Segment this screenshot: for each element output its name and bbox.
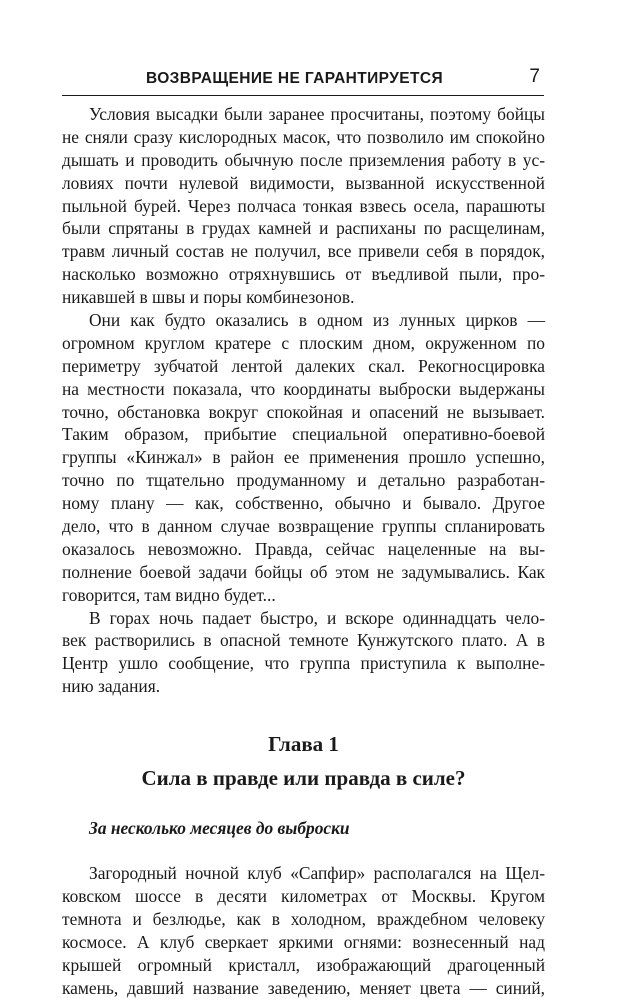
text-line: В горах ночь падает быстро, и вскоре одиннадцать чело-	[89, 607, 545, 628]
header-rule	[62, 95, 544, 96]
text-line: огромном круглом кратере с плоским дном, окруженном по	[62, 332, 545, 353]
text-line: Загородный ночной клуб «Сапфир» располагался на Щел-	[89, 863, 545, 884]
spacer	[62, 795, 545, 817]
page-number: 7	[529, 66, 540, 87]
chapter-number: Глава 1	[268, 732, 339, 757]
text-line: Условия высадки были заранее просчитаны, поэтому бойцы	[89, 104, 545, 124]
text-line: на местности показала, что координаты выброски выдержаны	[62, 378, 545, 399]
text-line: ловиях почти нулевой видимости, вызванной искусственной	[62, 172, 545, 193]
text-line: дело, что в данном случае возвращение группы спланировать	[62, 516, 545, 537]
text-line: периметру зубчатой лентой далеких скал. Рекогносцировка	[62, 355, 545, 376]
text-line: никавшей в швы и поры комбинезонов.	[62, 287, 355, 308]
body-text	[62, 103, 545, 1000]
text-line: травм личный состав не получил, все привели себя в порядок,	[62, 241, 545, 262]
text-line: точно, обстановка вокруг спокойная и опасений не вызывает.	[62, 401, 545, 422]
paragraph-1	[62, 103, 545, 309]
text-line: насколько возможно отряхнувшись от въедливой пыли, про-	[62, 264, 545, 285]
text-line: космосе. А клуб сверкает яркими огнями: вознесенный над	[62, 931, 545, 952]
text-line: ковском шоссе в десяти километрах от Москвы. Кругом	[62, 886, 545, 907]
spacer	[62, 698, 545, 727]
text-line: нию задания.	[62, 676, 161, 697]
text-line: ному плану — как, собственно, обычно и бывало. Другое	[62, 493, 545, 514]
text-line: камень, давший название заведению, меняет цвета — синий,	[62, 977, 545, 998]
chapter-paragraph	[62, 862, 545, 999]
text-line: Они как будто оказались в одном из лунных цирков —	[89, 310, 545, 331]
text-line: дышать и проводить обычную после приземления работу в ус-	[62, 149, 545, 170]
running-head-title: ВОЗВРАЩЕНИЕ НЕ ГАРАНТИРУЕТСЯ	[146, 70, 443, 87]
chapter-title: Сила в правде или правда в силе?	[141, 766, 466, 791]
spacer	[62, 840, 545, 862]
text-line: точно по тщательно продуманному и детально разработан-	[62, 470, 545, 491]
chapter-subtitle: За несколько месяцев до выброски	[89, 818, 350, 839]
text-line: оказалось невозможно. Правда, сейчас нацеленные на вы-	[62, 538, 545, 559]
text-line: группы «Кинжал» в район ее применения прошло успешно,	[62, 447, 545, 468]
text-line: пыльной бурей. Через полчаса тонкая взвесь осела, парашюты	[62, 195, 545, 216]
text-line: век растворились в опасной темноте Кунжутского плато. А в	[62, 630, 545, 651]
paragraph-2	[62, 309, 545, 607]
paragraph-3	[62, 607, 545, 699]
text-line: не сняли сразу кислородных масок, что позволило им спокойно	[62, 126, 545, 147]
text-line: Таким образом, прибытие специальной оперативно-боевой	[62, 424, 545, 445]
text-line: Центр ушло сообщение, что группа приступила к выполне-	[62, 653, 545, 674]
text-line: крышей огромный кристалл, изображающий драгоценный	[62, 954, 545, 975]
text-line: полнение боевой задачи бойцы об этом не задумывались. Как	[62, 561, 545, 582]
text-line: темнота и безлюдье, как в холодном, враждебном человеку	[62, 908, 545, 929]
text-line: были спрятаны в грудах камней и распиханы по расщелинам,	[62, 218, 545, 239]
text-line: говорится, там видно будет...	[62, 584, 276, 605]
running-head	[62, 66, 544, 96]
